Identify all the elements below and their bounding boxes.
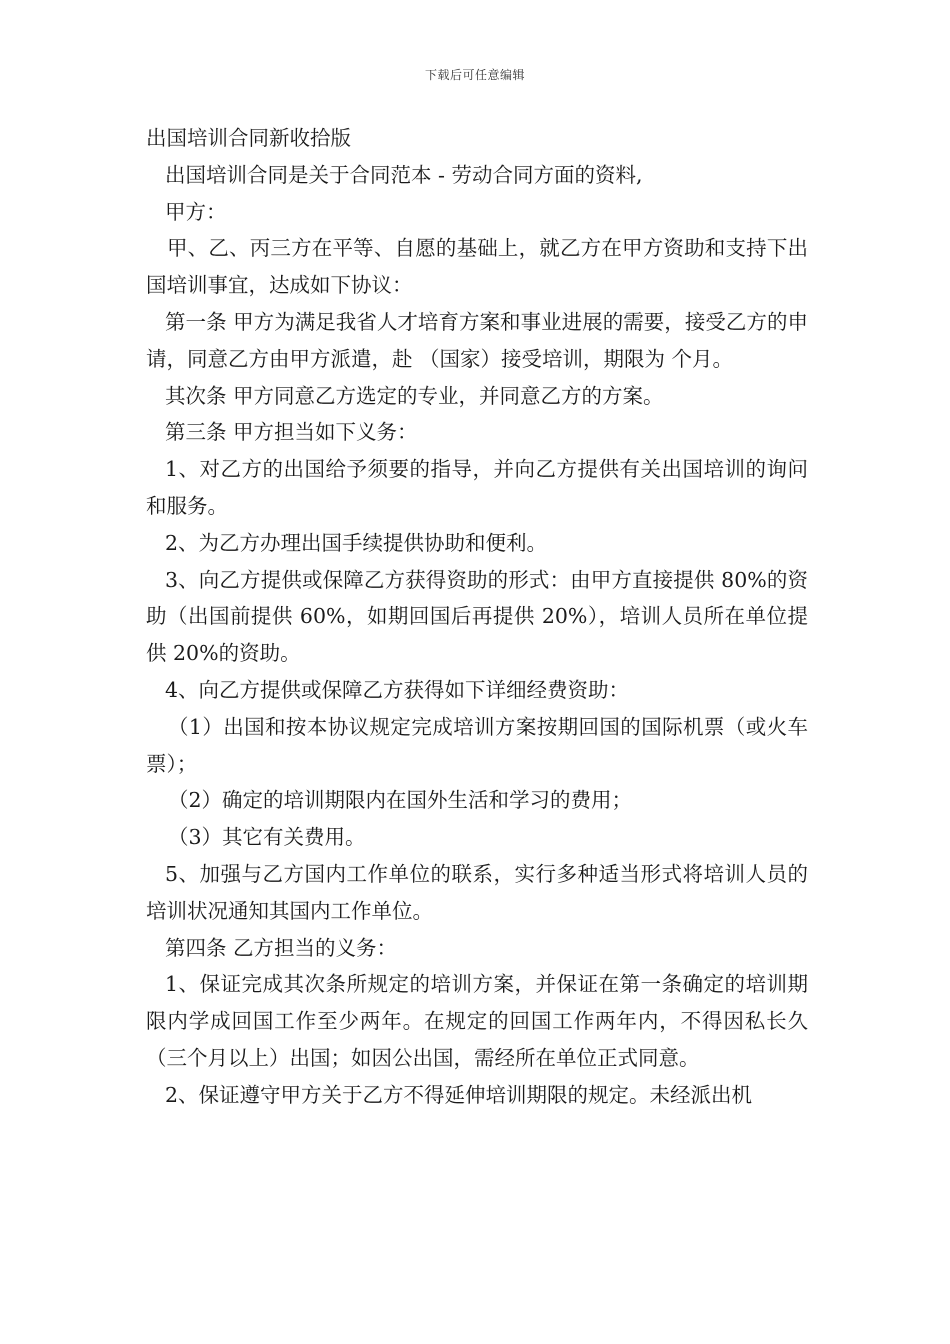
paragraph: 出国培训合同是关于合同范本 - 劳动合同方面的资料, — [165, 162, 643, 187]
paragraph: 1、保证完成其次条所规定的培训方案，并保证在第一条确定的培训期限内学成回国工作至少两年。在规定的回国工作两年内，不得因私长久（三个月以上）出国；如因公出国，需经所在单位正式同意。 — [146, 972, 808, 1070]
paragraph: （3）其它有关费用。 — [168, 825, 366, 850]
paragraph: 甲、乙、丙三方在平等、自愿的基础上，就乙方在甲方资助和支持下出国培训事宜，达成如下协议： — [146, 236, 808, 298]
paragraph: 1、对乙方的出国给予须要的指导，并向乙方提供有关出国培训的询问和服务。 — [146, 457, 808, 518]
paragraph: 4、向乙方提供或保障乙方获得如下详细经费资助： — [165, 677, 630, 702]
paragraph: 2、为乙方办理出国手续提供协助和便利。 — [165, 530, 548, 555]
paragraph: 其次条 甲方同意乙方选定的专业，并同意乙方的方案。 — [165, 383, 664, 408]
page-header-note: 下载后可任意编辑 — [424, 68, 525, 82]
paragraph: 3、向乙方提供或保障乙方获得资助的形式：由甲方直接提供 80%的资助（出国前提供 60%，如期回国后再提供 20%），培训人员所在单位提供 20%的资助。 — [146, 567, 808, 666]
paragraph: （1）出国和按本协议规定完成培训方案按期回国的国际机票（或火车票）； — [146, 714, 808, 776]
document-title: 出国培训合同新收拾版 — [146, 126, 351, 150]
document-body — [146, 120, 808, 1114]
paragraph: 第一条 甲方为满足我省人才培育方案和事业进展的需要，接受乙方的申请，同意乙方由甲方派遣，赴 （国家）接受培训，期限为 个月。 — [146, 309, 808, 371]
paragraph: 第四条 乙方担当的义务： — [165, 935, 398, 960]
paragraph: 2、保证遵守甲方关于乙方不得延伸培训期限的规定。未经派出机 — [165, 1082, 753, 1107]
paragraph: 5、加强与乙方国内工作单位的联系，实行多种适当形式将培训人员的培训状况通知其国内工作单位。 — [146, 861, 808, 923]
paragraph: 甲方： — [165, 199, 227, 224]
paragraph: 第三条 甲方担当如下义务： — [165, 420, 418, 445]
paragraph: （2）确定的培训期限内在国外生活和学习的费用； — [168, 788, 633, 813]
